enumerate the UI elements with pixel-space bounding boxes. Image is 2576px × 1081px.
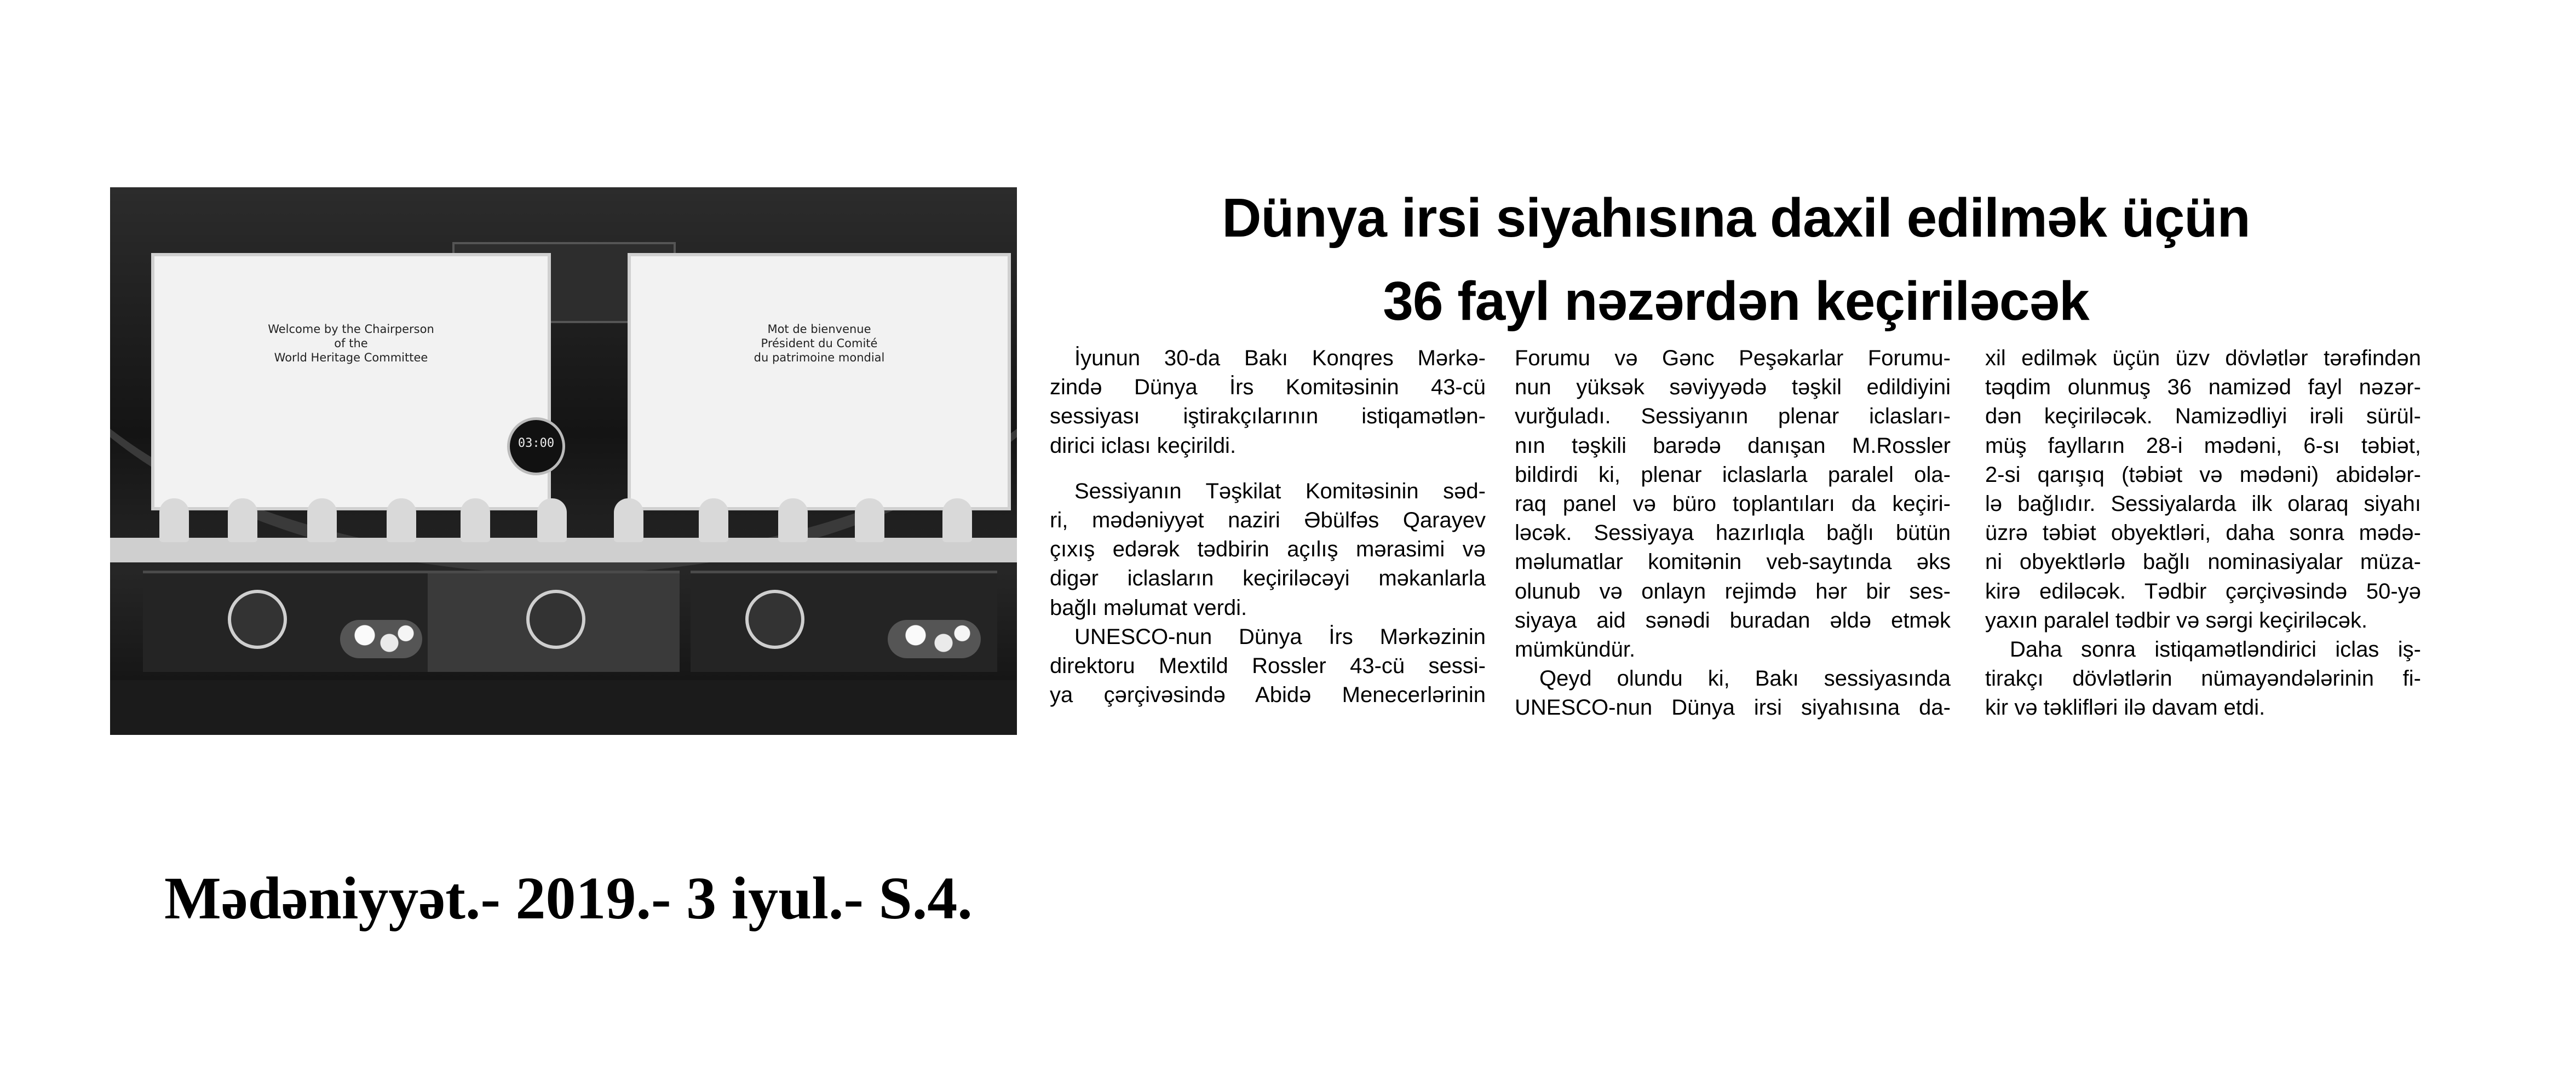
delegate-figure — [159, 498, 189, 542]
article-headline — [1040, 176, 2431, 343]
hall-floor — [110, 680, 1017, 735]
body-line: ni obyektlərlə bağlı nominasiyalar müza- — [1985, 550, 2421, 574]
body-line: ri, mədəniyyət naziri Əbülfəs Qarayev — [1050, 508, 1486, 533]
body-line: dirici iclası keçirildi. — [1050, 433, 1237, 458]
body-line: Forumu və Gənc Peşəkarlar Forumu- — [1515, 346, 1951, 370]
body-line: kir və təklifləri ilə davam etdi. — [1985, 695, 2266, 720]
body-line: ləcək. Sessiyaya hazırlıqla bağlı bütün — [1515, 521, 1951, 545]
body-line: mümkündür. — [1515, 637, 1636, 662]
body-line: direktoru Mextild Rossler 43-cü sessi- — [1050, 654, 1486, 679]
headline-line: 36 fayl nəzərdən keçiriləcək — [1383, 271, 2089, 332]
body-line: Sessiyanın Təşkilat Komitəsinin səd- — [1074, 479, 1486, 503]
projection-screen-left — [151, 253, 551, 510]
screen-left-line: Welcome by the Chairperson — [268, 323, 434, 336]
body-line: 2-si qarışıq (təbiət və mədəni) abidələr- — [1985, 462, 2421, 487]
body-line: sessiyası iştirakçılarının istiqamətlən- — [1050, 404, 1486, 429]
article-column-2 — [1515, 344, 1951, 723]
body-line: UNESCO-nun Dünya irsi siyahısına da- — [1515, 695, 1951, 720]
body-line: UNESCO-nun Dünya İrs Mərkəzinin — [1074, 624, 1486, 649]
unesco-emblem-icon — [228, 590, 287, 649]
delegate-figure — [228, 498, 257, 542]
body-line: bildirdi ki, plenar iclaslarla paralel ola- — [1515, 462, 1951, 487]
delegate-figure — [387, 498, 416, 542]
body-line: nın təşkili barədə danışan M.Rossler — [1515, 433, 1951, 458]
screen-right-line: Président du Comité — [761, 337, 878, 350]
body-line: tirakçı dövlətlərin nümayəndələrinin fi- — [1985, 666, 2421, 691]
screen-left-line: World Heritage Committee — [274, 351, 428, 364]
body-line: dən keçiriləcək. Namizədliyi irəli sürül- — [1985, 404, 2421, 429]
body-line: kirə ediləcək. Tədbir çərçivəsində 50-yə — [1985, 579, 2421, 603]
flower-arrangement — [340, 620, 422, 658]
body-line: zində Dünya İrs Komitəsinin 43-cü — [1050, 375, 1486, 400]
flower-arrangement — [888, 620, 981, 658]
body-line: raq panel və büro toplantıları da keçiri- — [1515, 492, 1951, 516]
article-column-3 — [1985, 344, 2421, 723]
projection-screen-right — [628, 253, 1011, 510]
body-line: vurğuladı. Sessiyanın plenar iclasları- — [1515, 404, 1951, 429]
body-line: Qeyd olundu ki, Bakı sessiyasında — [1539, 666, 1951, 691]
delegate-figure — [614, 498, 643, 542]
body-line: olunub və onlayn rejimdə hər bir ses- — [1515, 579, 1951, 603]
screen-right-line: Mot de bienvenue — [767, 323, 871, 336]
delegate-figure — [778, 498, 808, 542]
screen-left-line: of the — [334, 337, 368, 350]
delegate-figure — [942, 498, 972, 542]
body-line: nun yüksək səviyyədə təşkil edildiyini — [1515, 375, 1951, 400]
body-line: digər iclasların keçiriləcəyi məkanlarla — [1050, 566, 1486, 591]
body-line: məlumatlar komitənin veb-saytında əks — [1515, 550, 1951, 574]
article-column-1 — [1050, 344, 1486, 710]
delegate-figure — [461, 498, 490, 542]
body-line: İyunun 30-da Bakı Konqres Mərkə- — [1074, 346, 1486, 370]
stage-timer: 03:00 — [507, 417, 565, 475]
body-line: xil edilmək üçün üzv dövlətlər tərəfindən — [1985, 346, 2421, 370]
body-line: Daha sonra istiqamətləndirici iclas iş- — [2010, 637, 2421, 662]
body-line: bağlı məlumat verdi. — [1050, 595, 1247, 620]
body-line: lə bağlıdır. Sessiyalarda ilk olaraq siyahı — [1985, 492, 2421, 516]
body-line: siyaya aid sənədi buradan əldə etmək — [1515, 608, 1951, 633]
delegate-figure — [699, 498, 728, 542]
body-line: yaxın paralel tədbir və sərgi keçiriləcək. — [1985, 608, 2368, 633]
body-line: ya çərçivəsində Abidə Menecerlərinin — [1050, 683, 1486, 708]
body-line: üzrə təbiət obyektləri, daha sonra mədə- — [1985, 521, 2421, 545]
body-line: təqdim olunmuş 36 namizəd fayl nəzər- — [1985, 375, 2421, 400]
body-line: çıxış edərək tədbirin açılış mərasimi və — [1050, 537, 1486, 562]
headline-line: Dünya irsi siyahısına daxil edilmək üçün — [1222, 187, 2250, 249]
paragraph-gap — [1050, 461, 1486, 477]
conference-photo — [110, 187, 1017, 735]
delegate-figure — [855, 498, 884, 542]
screen-right-line: du patrimoine mondial — [754, 351, 885, 364]
unesco-emblem-icon — [526, 590, 585, 649]
delegate-figure — [537, 498, 567, 542]
delegate-figure — [307, 498, 337, 542]
unesco-emblem-icon — [745, 590, 804, 649]
source-citation: Mədəniyyət.- 2019.- 3 iyul.- S.4. — [164, 865, 973, 932]
body-line: müş faylların 28-i mədəni, 6-sı təbiət, — [1985, 433, 2421, 458]
